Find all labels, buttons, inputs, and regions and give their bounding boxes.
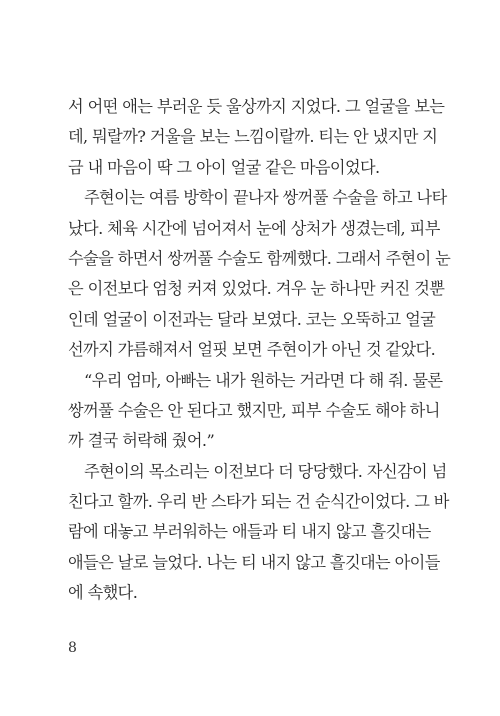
body-line: 까 결국 허락해 줬어.” [68, 431, 215, 451]
body-line: 쌍꺼풀 수술은 안 된다고 했지만, 피부 수술도 해야 하니 [68, 400, 440, 420]
body-line: 났다. 체육 시간에 넘어져서 눈에 상처가 생겼는데, 피부 [68, 218, 440, 238]
page-body [68, 92, 451, 609]
body-line: 은 이전보다 엄청 커져 있었다. 겨우 눈 하나만 커진 것뿐 [68, 279, 445, 299]
body-line: 에 속했다. [68, 583, 138, 603]
body-line: 친다고 할까. 우리 반 스타가 되는 건 순식간이었다. 그 바 [68, 492, 449, 512]
body-line: 금 내 마음이 딱 그 아이 얼굴 같은 마음이었다. [68, 157, 380, 177]
body-line: 주현이의 목소리는 이전보다 더 당당했다. 자신감이 넘 [84, 461, 447, 481]
body-line: 애들은 날로 늘었다. 나는 티 내지 않고 흘깃대는 아이들 [68, 552, 440, 572]
page-number: 8 [68, 640, 77, 656]
body-line: “우리 엄마, 아빠는 내가 원하는 거라면 다 해 줘. 물론 [84, 370, 443, 390]
body-line: 람에 대놓고 부러워하는 애들과 티 내지 않고 흘깃대는 [68, 522, 431, 542]
body-line: 서 어떤 애는 부러운 듯 울상까지 지었다. 그 얼굴을 보는 [68, 97, 445, 116]
body-line: 인데 얼굴이 이전과는 달라 보였다. 코는 오뚝하고 얼굴 [68, 309, 436, 329]
body-line: 데, 뭐랄까? 거울을 보는 느낌이랄까. 티는 안 냈지만 지 [68, 127, 438, 147]
body-line: 주현이는 여름 방학이 끝나자 쌍꺼풀 수술을 하고 나타 [84, 188, 447, 208]
body-line: 선까지 갸름해져서 얼핏 보면 주현이가 아닌 것 같았다. [68, 340, 436, 360]
body-line: 수술을 하면서 쌍꺼풀 수술도 함께했다. 그래서 주현이 눈 [68, 248, 451, 268]
